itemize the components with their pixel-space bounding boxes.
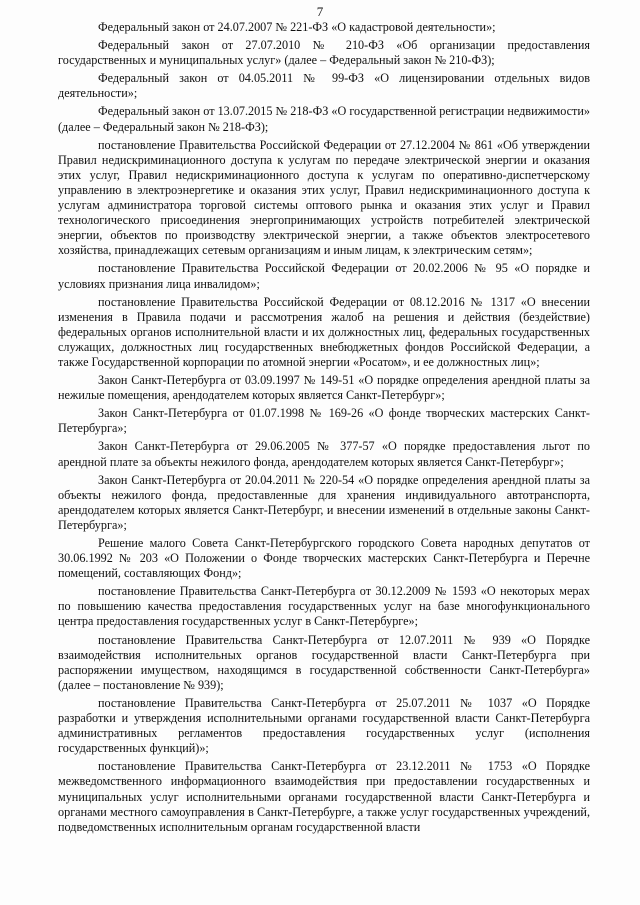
paragraph: Закон Санкт-Петербурга от 29.06.2005 № 377-57 «О порядке предоставления льгот по арендной плате за объекты нежилого фонда, арендодателем которых является Санкт-Петербург»;	[58, 439, 590, 469]
paragraph: постановление Правительства Санкт-Петербурга от 12.07.2011 № 939 «О Порядке взаимодействия исполнительных органов государственной власти Санкт-Петербурга при распоряжении имуществом, находящимся в государственной собственности Санкт-Петербурга» (далее – постановление № 939);	[58, 632, 590, 692]
paragraph: постановление Правительства Санкт-Петербурга от 25.07.2011 № 1037 «О Порядке разработки и утверждения исполнительными органами государственной власти Санкт-Петербурга административных регламентов предоставления государственных услуг (исполнения государственных функций)»;	[58, 695, 590, 756]
paragraph: постановление Правительства Санкт-Петербурга от 30.12.2009 № 1593 «О некоторых мерах по повышению качества предоставления государственных услуг на базе многофункционального центра предоставления государственных услуг в Санкт-Петербурге»;	[58, 584, 590, 629]
paragraph: постановление Правительства Российской Федерации от 20.02.2006 № 95 «О порядке и условиях признания лица инвалидом»;	[58, 261, 590, 291]
paragraph: Федеральный закон от 24.07.2007 № 221-ФЗ «О кадастровой деятельности»;	[98, 20, 496, 34]
paragraph: постановление Правительства Санкт-Петербурга от 23.12.2011 № 1753 «О Порядке межведомственного информационного взаимодействия при предоставлении государственных и муниципальных услуг исполнительными органами государственной власти Санкт-Петербурга и органами местного самоуправления в Санкт-Петербурге, а также услуг государственных учреждений, подведомственных исполнительным органам государственной власти	[58, 759, 590, 834]
paragraph: Решение малого Совета Санкт-Петербургского городского Совета народных депутатов от 30.06.1992 № 203 «О Положении о Фонде творческих мастерских Санкт-Петербурга и Перечне помещений, составляющих Фонд»;	[58, 536, 590, 581]
paragraph: постановление Правительства Российской Федерации от 27.12.2004 № 861 «Об утверждении Правил недискриминационного доступа к услугам по передаче электрической энергии и оказания этих услуг, Правил недискриминационного доступа к услугам по оперативно-диспетчерскому управлению в электроэнергетике и оказания этих услуг, Правил недискриминационного доступа к услугам администратора торговой системы оптового рынка и оказания этих услуг и Правил технологического присоединения энергопринимающих устройств потребителей электрической энергии, объектов по производству электрической энергии, а также объектов электросетевого хозяйства, принадлежащих сетевым организациям и иным лицам, к электрическим сетям»;	[58, 137, 590, 258]
document-body	[58, 20, 590, 838]
paragraph: Закон Санкт-Петербурга от 03.09.1997 № 149-51 «О порядке определения арендной платы за нежилые помещения, арендодателем которых является Санкт-Петербург»;	[58, 373, 590, 403]
paragraph: постановление Правительства Российской Федерации от 08.12.2016 № 1317 «О внесении изменения в Правила подачи и рассмотрения жалоб на решения и действия (бездействие) федеральных органов исполнительной власти и их должностных лиц, федеральных государственных служащих, должностных лиц государственных внебюджетных фондов Российской Федерации, а также Государственной корпорации по атомной энергии «Росатом», и ее должностных лиц»;	[58, 294, 590, 369]
paragraph: Закон Санкт-Петербурга от 01.07.1998 № 169-26 «О фонде творческих мастерских Санкт-Петербурга»;	[58, 406, 590, 436]
page-number: 7	[316, 4, 324, 19]
paragraph: Федеральный закон от 27.07.2010 № 210-ФЗ «Об организации предоставления государственных и муниципальных услуг» (далее – Федеральный закон № 210-ФЗ);	[58, 38, 590, 68]
paragraph: Федеральный закон от 04.05.2011 № 99-ФЗ «О лицензировании отдельных видов деятельности»;	[58, 71, 590, 101]
paragraph: Федеральный закон от 13.07.2015 № 218-ФЗ «О государственной регистрации недвижимости» (далее – Федеральный закон № 218-ФЗ);	[58, 104, 590, 134]
paragraph: Закон Санкт-Петербурга от 20.04.2011 № 220-54 «О порядке определения арендной платы за объекты нежилого фонда, предоставленные для хранения индивидуального автотранспорта, арендодателем которых является Санкт-Петербург, и внесении изменений в отдельные законы Санкт-Петербурга»;	[58, 472, 590, 532]
